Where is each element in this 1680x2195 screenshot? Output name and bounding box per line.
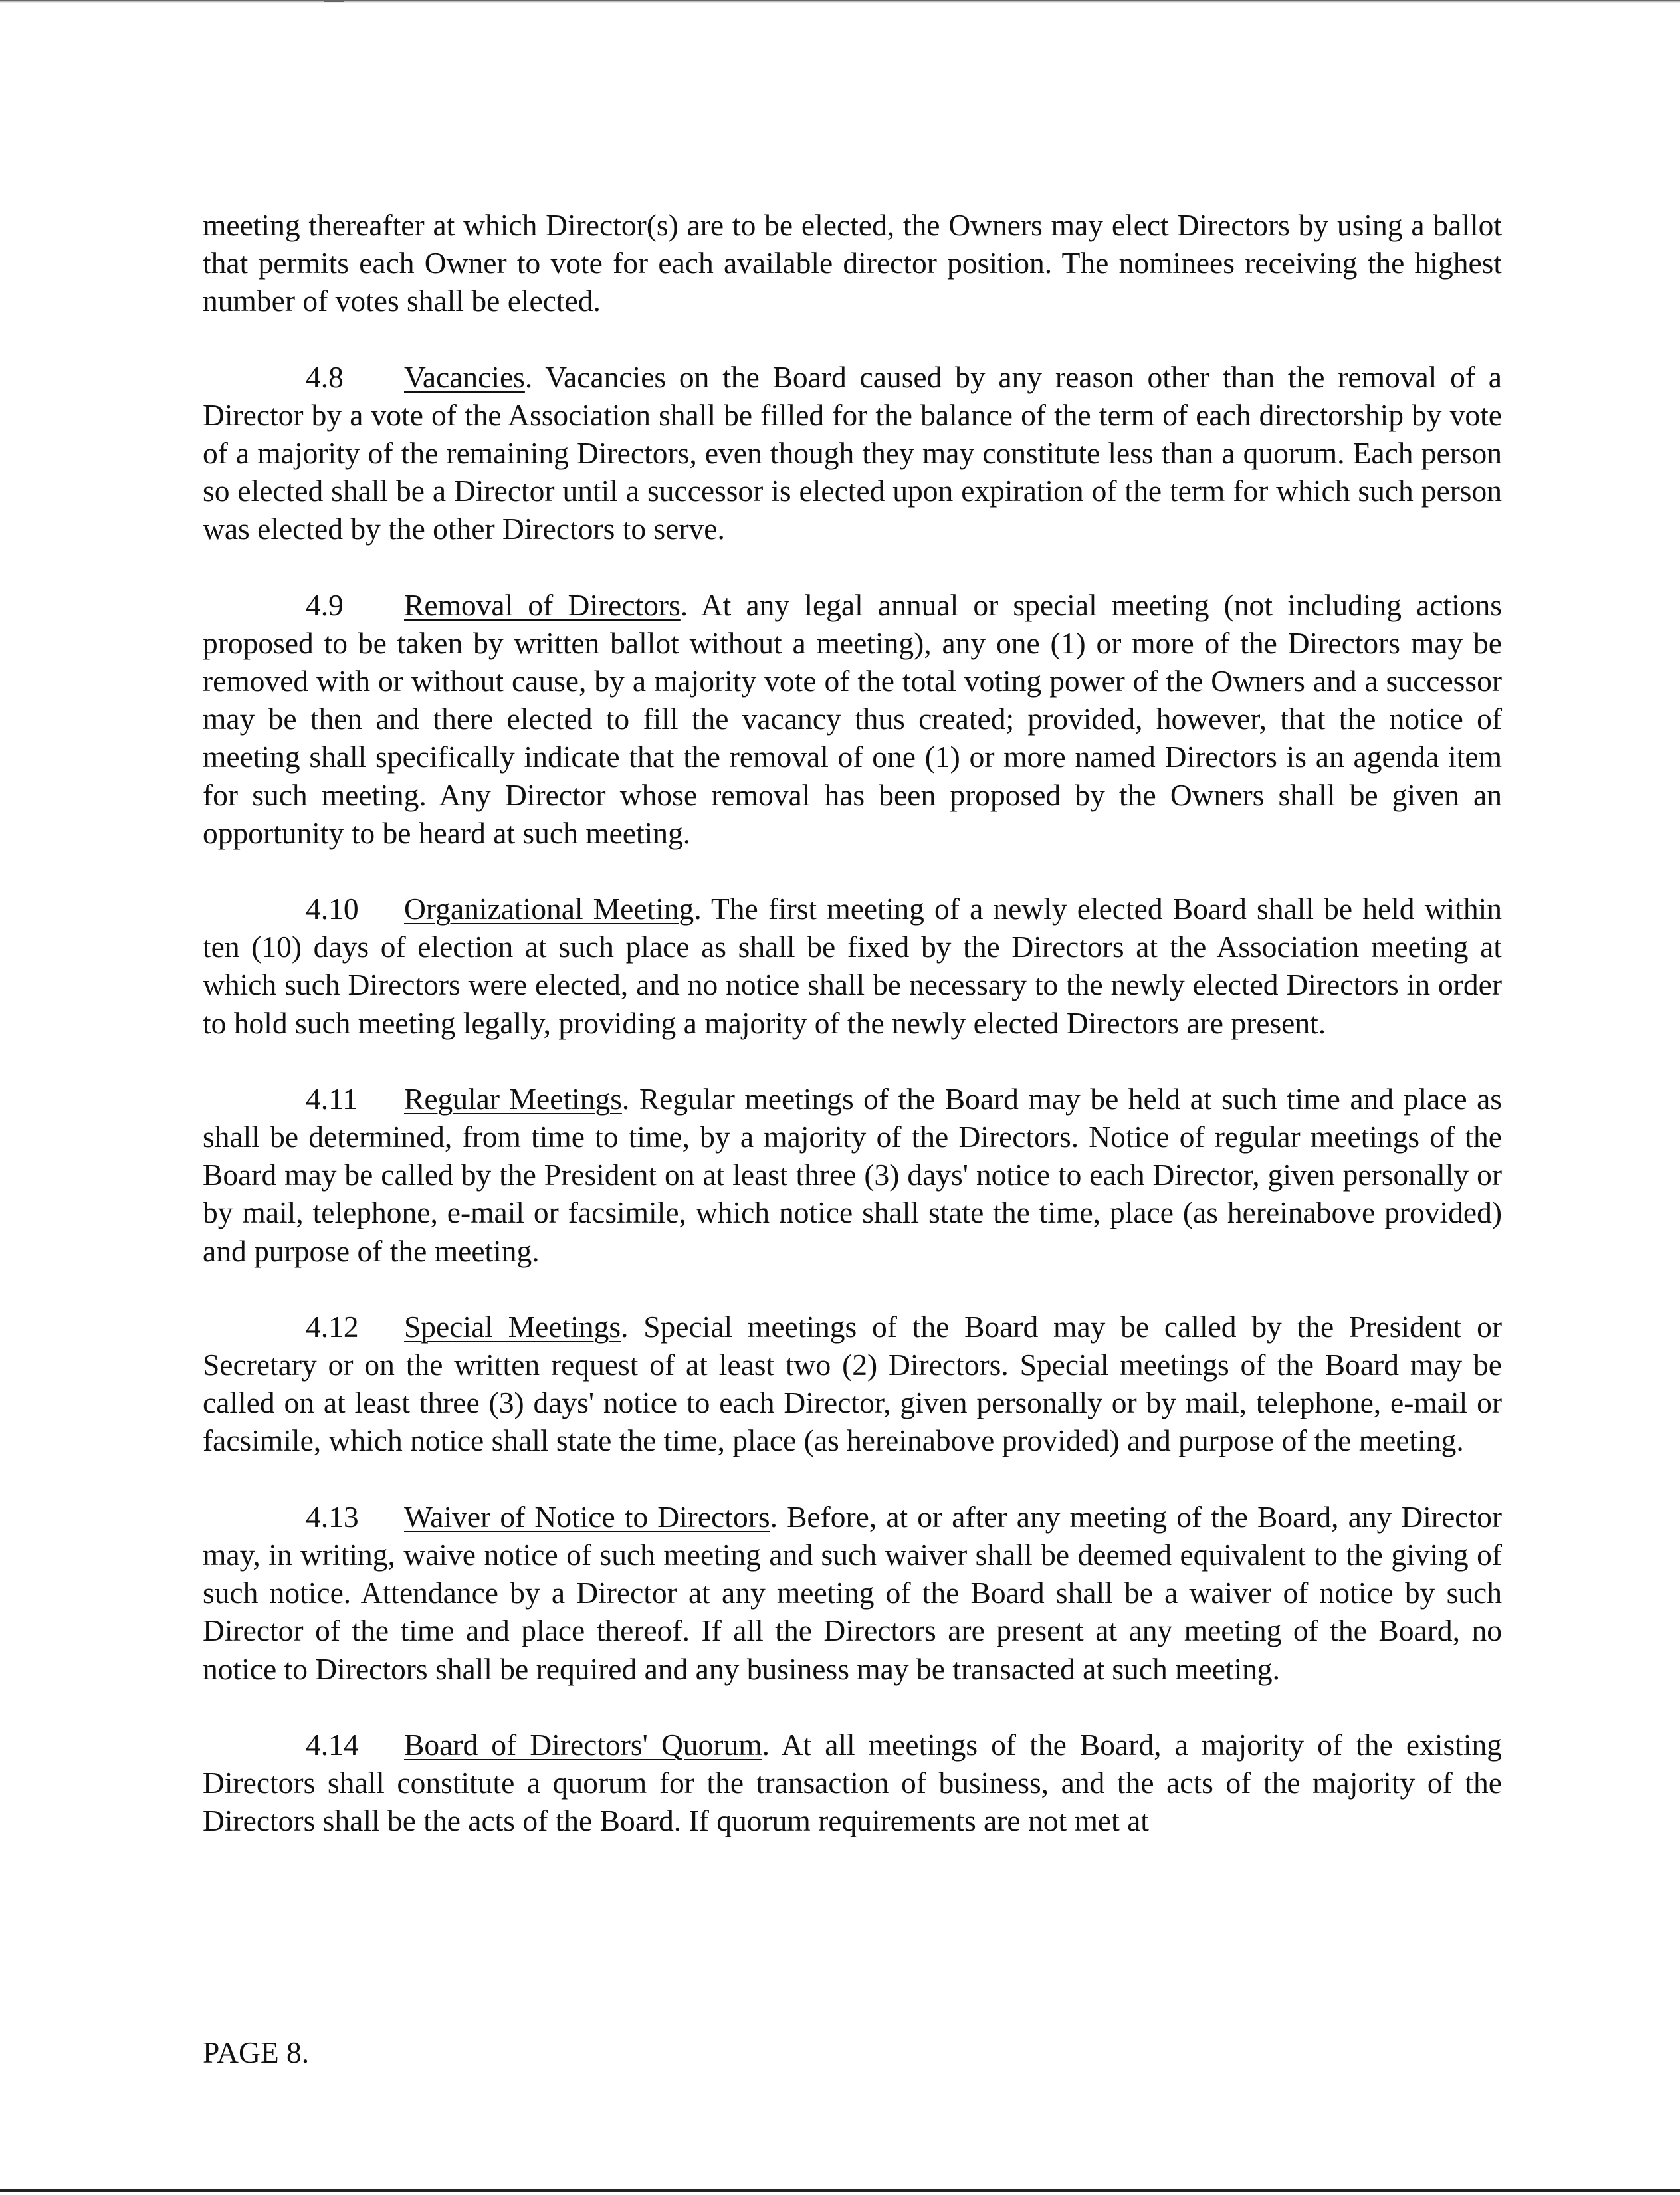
section-title: Organizational Meeting bbox=[404, 892, 694, 926]
section-4-10: 4.10 Organizational Meeting. The first meeting of a newly elected Board shall be held within ten (10) days of election at such place as shall be fixed by the Directors at the Association meeting at which such Directors were elected, and no notice shall be necessary to the newly elected Directors in order to hold such meeting legally, providing a majority of the newly elected Directors are present. bbox=[203, 890, 1502, 1042]
section-number: 4.14 bbox=[306, 1727, 359, 1762]
section-text: Regular meetings of the Board may be held at such time and place as shall be determined, from time to time, by a majority of the Directors. Notice of regular meetings of the Board may be called by the President on at least three (3) days' notice to each Director, given personally or by mail, telephone, e-mail or facsimile, which notice shall state the time, place (as hereinabove provided) and purpose of the meeting. bbox=[203, 1081, 1502, 1268]
section-number: 4.10 bbox=[306, 892, 359, 926]
section-4-14: 4.14 Board of Directors' Quorum. At all meetings of the Board, a majority of the existing Directors shall constitute a quorum for the transaction of business, and the acts of the majority of the Directors shall be the acts of the Board. If quorum requirements are not met at bbox=[203, 1726, 1502, 1840]
section-title: Waiver of Notice to Directors bbox=[404, 1499, 770, 1534]
page-number: PAGE 8. bbox=[203, 2036, 310, 2069]
scan-edge-bottom bbox=[0, 2189, 1680, 2192]
section-text: Vacancies on the Board caused by any reason other than the removal of a Director by a vote of the Association shall be filled for the balance of the term of each directorship by vote of a majority of the remaining Directors, even though they may constitute less than a quorum. Each person so elected shall be a Director until a successor is elected upon expiration of the term for which such person was elected by the other Directors to serve. bbox=[203, 360, 1502, 546]
section-text: Before, at or after any meeting of the Board, any Director may, in writing, waive notice of such meeting and such waiver shall be deemed equivalent to the giving of such notice. Attendance by a Director at any meeting of the Board shall be a waiver of notice by such Director of the time and place thereof. If all the Directors are present at any meeting of the Board, no notice to Directors shall be required and any business may be transacted at such meeting. bbox=[203, 1499, 1503, 1686]
section-title: Vacancies bbox=[404, 360, 525, 394]
section-number: 4.11 bbox=[306, 1081, 358, 1116]
section-title: Regular Meetings bbox=[404, 1081, 622, 1116]
section-4-12: 4.12 Special Meetings. Special meetings of the Board may be called by the President or Secretary or on the written request of at least two (2) Directors. Special meetings of the Board may be called on at least three (3) days' notice to each Director, given personally or by mail, telephone, e-mail or facsimile, which notice shall state the time, place (as hereinabove provided) and purpose of the meeting. bbox=[203, 1308, 1502, 1460]
section-text: Special meetings of the Board may be called by the President or Secretary or on the written request of at least two (2) Directors. Special meetings of the Board may be called on at least three (3) days' notice to each Director, given personally or by mail, telephone, e-mail or facsimile, which notice shall state the time, place (as hereinabove provided) and purpose of the meeting. bbox=[203, 1309, 1503, 1458]
page-body bbox=[203, 206, 1502, 1877]
section-text: At all meetings of the Board, a majority of the existing Directors shall constitute a quorum for the transaction of business, and the acts of the majority of the Directors shall be the acts of the Board. If quorum requirements are not met at bbox=[203, 1727, 1502, 1838]
section-4-8: 4.8 Vacancies. Vacancies on the Board caused by any reason other than the removal of a Director by a vote of the Association shall be filled for the balance of the term of each directorship by vote of a majority of the remaining Directors, even though they may constitute less than a quorum. Each person so elected shall be a Director until a successor is elected upon expiration of the term for which such person was elected by the other Directors to serve. bbox=[203, 358, 1502, 548]
section-4-13: 4.13 Waiver of Notice to Directors. Before, at or after any meeting of the Board, any Director may, in writing, waive notice of such meeting and such waiver shall be deemed equivalent to the giving of such notice. Attendance by a Director at any meeting of the Board shall be a waiver of notice by such Director of the time and place thereof. If all the Directors are present at any meeting of the Board, no notice to Directors shall be required and any business may be transacted at such meeting. bbox=[203, 1498, 1502, 1688]
section-number: 4.9 bbox=[306, 587, 344, 622]
section-title: Board of Directors' Quorum bbox=[404, 1727, 762, 1762]
scan-edge-top bbox=[0, 0, 1680, 3]
section-number: 4.13 bbox=[306, 1499, 359, 1534]
section-number: 4.12 bbox=[306, 1309, 359, 1344]
continuation-paragraph: meeting thereafter at which Director(s) are to be elected, the Owners may elect Directors by using a ballot that permits each Owner to vote for each available director position. The nominees receiving the highest number of votes shall be elected. bbox=[203, 208, 1502, 318]
section-4-11: 4.11 Regular Meetings. Regular meetings of the Board may be held at such time and place as shall be determined, from time to time, by a majority of the Directors. Notice of regular meetings of the Board may be called by the President on at least three (3) days' notice to each Director, given personally or by mail, telephone, e-mail or facsimile, which notice shall state the time, place (as hereinabove provided) and purpose of the meeting. bbox=[203, 1080, 1502, 1270]
section-text: At any legal annual or special meeting (not including actions proposed to be taken by written ballot without a meeting), any one (1) or more of the Directors may be removed with or without cause, by a majority vote of the total voting power of the Owners and a successor may be then and there elected to fill the vacancy thus created; provided, however, that the notice of meeting shall specifically indicate that the removal of one (1) or more named Directors is an agenda item for such meeting. Any Director whose removal has been proposed by the Owners shall be given an opportunity to be heard at such meeting. bbox=[203, 587, 1503, 850]
section-number: 4.8 bbox=[306, 360, 344, 394]
section-title: Special Meetings bbox=[404, 1309, 621, 1344]
scan-mark bbox=[324, 0, 344, 2]
section-title: Removal of Directors bbox=[404, 587, 681, 622]
section-text: The first meeting of a newly elected Board shall be held within ten (10) days of election at such place as shall be fixed by the Directors at the Association meeting at which such Directors were elected, and no notice shall be necessary to the newly elected Directors in order to hold such meeting legally, providing a majority of the newly elected Directors are present. bbox=[203, 892, 1502, 1040]
section-4-9: 4.9 Removal of Directors. At any legal annual or special meeting (not including actions proposed to be taken by written ballot without a meeting), any one (1) or more of the Directors may be removed with or without cause, by a majority vote of the total voting power of the Owners and a successor may be then and there elected to fill the vacancy thus created; provided, however, that the notice of meeting shall specifically indicate that the removal of one (1) or more named Directors is an agenda item for such meeting. Any Director whose removal has been proposed by the Owners shall be given an opportunity to be heard at such meeting. bbox=[203, 586, 1502, 852]
